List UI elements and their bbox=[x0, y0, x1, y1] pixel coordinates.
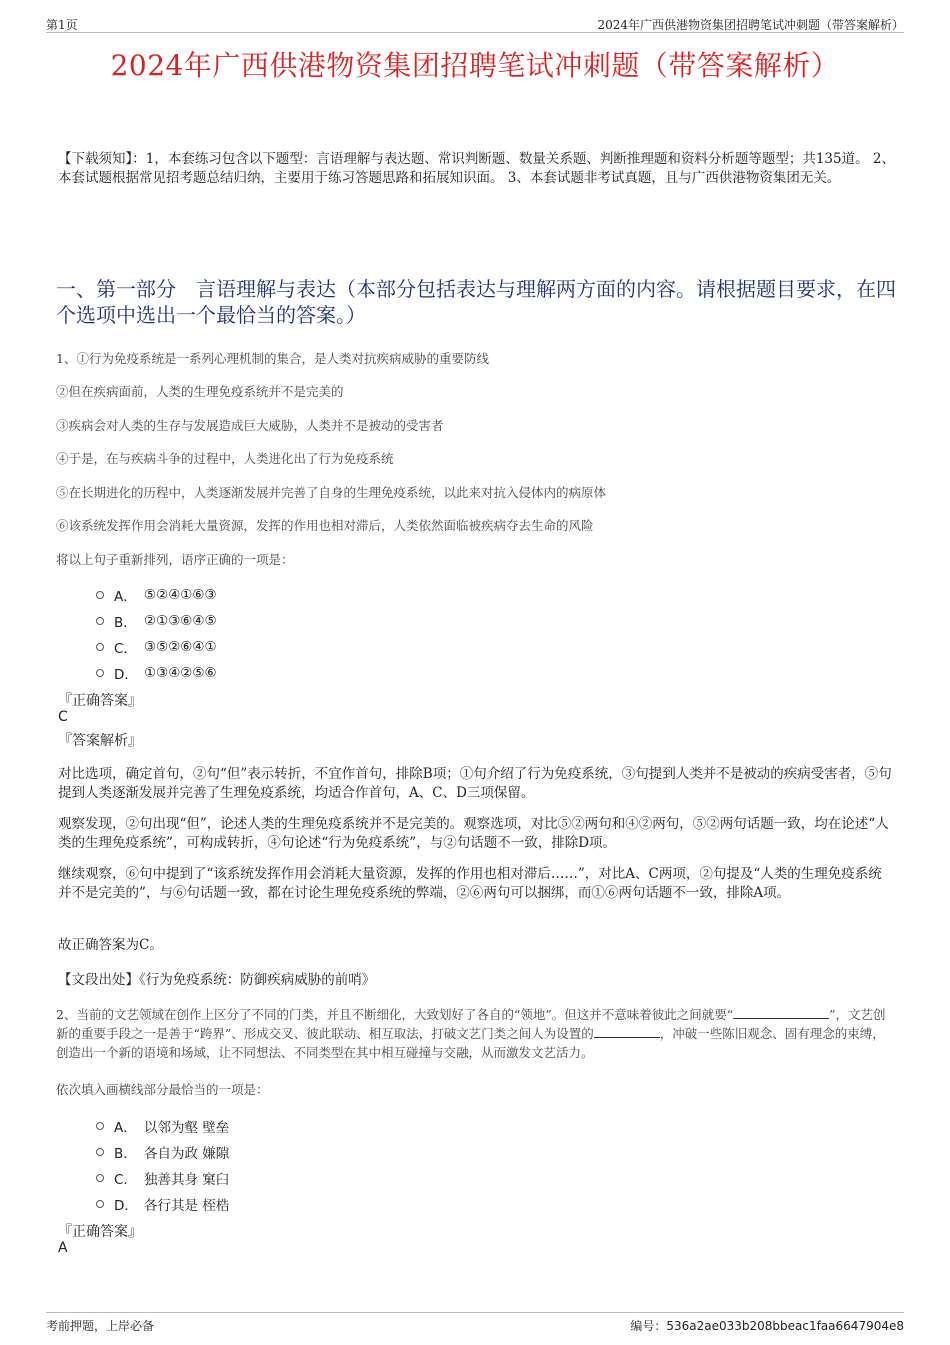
q1-answer-label: 『正确答案』 bbox=[58, 693, 142, 709]
q2-prompt: 依次填入画横线部分最恰当的一项是： bbox=[56, 1082, 269, 1097]
q1-analysis-2: 观察发现，②句出现“但”，论述人类的生理免疫系统并不是完美的。观察选项，对比⑤②两句和④②两句，⑤②两句话题一致，均在论述“人类的生理免疫系统”，可构成转折，④句论述“行为免疫系统”，与②句话题不一致，排除D项。 bbox=[58, 816, 889, 851]
page-title: 2024年广西供港物资集团招聘笔试冲刺题（带答案解析） bbox=[110, 49, 840, 82]
fill-blank-1[interactable] bbox=[733, 1006, 829, 1019]
radio-icon[interactable] bbox=[96, 1148, 104, 1156]
q1-answer: C bbox=[58, 709, 68, 725]
q1-prompt: 将以上句子重新排列，语序正确的一项是： bbox=[56, 552, 294, 567]
q1-analysis-3: 继续观察，⑥句中提到了“该系统发挥作用会消耗大量资源，发挥的作用也相对滞后……”，对比A、C两项，②句提及“人类的生理免疫系统并不是完美的”，与⑥句话题一致，都在讨论生理免疫系统的弊端，②⑥两句可以捆绑，而①⑥两句话题不一致，排除A项。 bbox=[58, 866, 882, 901]
radio-icon[interactable] bbox=[96, 617, 104, 625]
radio-icon[interactable] bbox=[96, 1200, 104, 1208]
fill-blank-2[interactable] bbox=[594, 1025, 660, 1038]
header-doc-title: 2024年广西供港物资集团招聘笔试冲刺题（带答案解析） bbox=[597, 18, 904, 32]
q1-line-5: ⑤在长期进化的历程中，人类逐渐发展并完善了自身的生理免疫系统，以此来对抗入侵体内的病原体 bbox=[56, 485, 607, 500]
section-title: 一、第一部分 言语理解与表达（本部分包括表达与理解两方面的内容。请根据题目要求，在四个选项中选出一个最恰当的答案。） bbox=[56, 277, 896, 327]
q1-analysis-1: 对比选项，确定首句，②句“但”表示转折，不宜作首句，排除B项；①句介绍了行为免疫系统，③句提到人类并不是被动的疾病受害者，⑤句提到人类逐渐发展并完善了生理免疫系统，均适合作首句，A、C、D三项保留。 bbox=[58, 766, 892, 801]
radio-icon[interactable] bbox=[96, 669, 104, 677]
radio-icon[interactable] bbox=[96, 1122, 104, 1130]
q1-option-a[interactable]: A． ⑤②④①⑥③ bbox=[96, 585, 217, 605]
q2-option-b[interactable]: B． 各自为政 嫌隙 bbox=[96, 1142, 229, 1162]
download-notice: 【下载须知】：1，本套练习包含以下题型：言语理解与表达题、常识判断题、数量关系题、判断推理题和资料分析题等题型；共135道。 2、本套试题根据常见招考题总结归纳，主要用于练习答题思路和拓展知识面。 3、本套试题非考试真题，且与广西供港物资集团无关。 bbox=[58, 151, 895, 186]
radio-icon[interactable] bbox=[96, 643, 104, 651]
q1-option-b[interactable]: B． ②①③⑥④⑤ bbox=[96, 611, 217, 631]
q1-option-c[interactable]: C． ③⑤②⑥④① bbox=[96, 637, 217, 657]
radio-icon[interactable] bbox=[96, 591, 104, 599]
q1-analysis-4: 故正确答案为C。 bbox=[58, 937, 163, 953]
page-header bbox=[46, 14, 904, 33]
footer-slogan: 考前押题，上岸必备 bbox=[46, 1319, 155, 1333]
q2-option-c[interactable]: C． 独善其身 窠臼 bbox=[96, 1168, 229, 1188]
page-footer bbox=[46, 1312, 904, 1333]
q1-line-2: ②但在疾病面前，人类的生理免疫系统并不是完美的 bbox=[56, 384, 344, 399]
q2-option-d[interactable]: D． 各行其是 桎梏 bbox=[96, 1194, 229, 1214]
q2-option-a[interactable]: A． 以邻为壑 壁垒 bbox=[96, 1116, 229, 1136]
q2-answer-label: 『正确答案』 bbox=[58, 1224, 142, 1240]
q1-line-3: ③疾病会对人类的生存与发展造成巨大威胁，人类并不是被动的受害者 bbox=[56, 418, 444, 433]
q1-option-d[interactable]: D． ①③④②⑤⑥ bbox=[96, 663, 217, 683]
q1-analysis-label: 『答案解析』 bbox=[58, 733, 142, 749]
radio-icon[interactable] bbox=[96, 1174, 104, 1182]
q1-line-1: 1、①行为免疫系统是一系列心理机制的集合，是人类对抗疾病威胁的重要防线 bbox=[56, 351, 489, 366]
q1-line-4: ④于是，在与疾病斗争的过程中，人类进化出了行为免疫系统 bbox=[56, 451, 394, 466]
q1-line-6: ⑥该系统发挥作用会消耗大量资源，发挥的作用也相对滞后，人类依然面临被疾病夺去生命的风险 bbox=[56, 518, 594, 533]
q2-stem: 2、当前的文艺领域在创作上区分了不同的门类，并且不断细化，大致划好了各自的“领地”。但这并不意味着彼此之间就要“ ”，文艺创新的重要手段之一是善于“跨界”、形成交叉、彼此联动、相互取法，打破文艺门类之间人为设置的 ，冲破一些陈旧观念、固有理念的束缚，创造出一个新的语境和场域，让不同想法、不同类型在其中相互碰撞与交融，从而激发文艺活力。 bbox=[56, 1007, 886, 1060]
footer-doc-id: 编号：536a2ae033b208bbeac1faa6647904e8 bbox=[630, 1319, 904, 1333]
q2-answer: A bbox=[58, 1240, 68, 1256]
page-number: 第1页 bbox=[46, 18, 78, 32]
q1-source: 【文段出处】《行为免疫系统：防御疾病威胁的前哨》 bbox=[58, 972, 376, 988]
